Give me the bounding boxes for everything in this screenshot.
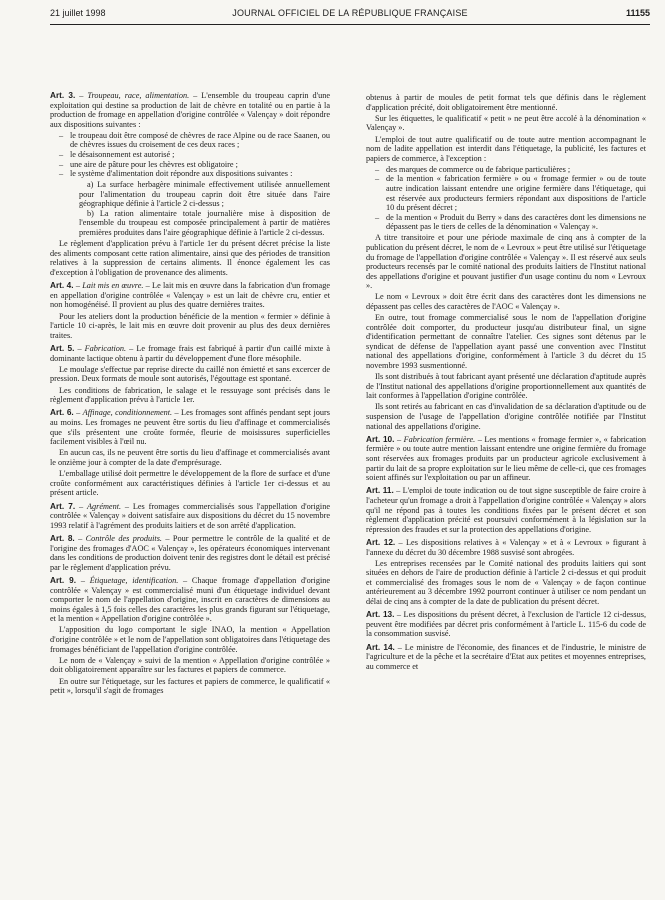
article-title: Fabrication. bbox=[84, 344, 127, 354]
article-title: Troupeau, race, alimentation. bbox=[87, 91, 190, 100]
article-8: Art. 8. – Contrôle des produits. – Pour permettre le contrôle de la qualité et de l'origine des fromages d'AOC « Valençay », les opérateurs économiques intervenant dans les conditions de production doivent tenir des registres dont le détail est précisé par le règlement d'application prévu. bbox=[50, 534, 331, 572]
list-item: – de la mention « Produit du Berry » dans des caractères dont les dimensions ne dépassent pas le tiers de celles de la dénomination « Valençay ». bbox=[366, 213, 646, 232]
article-text: – Les dispositions du présent décret, à l'exclusion de l'article 12 ci-dessus, peuvent être modifiées par décret pris conformément à l'article L. 115-6 du code de la consommation susvisé. bbox=[366, 610, 647, 639]
article-label: Art. 10. bbox=[366, 434, 395, 444]
article-label: Art. 4. bbox=[50, 281, 74, 291]
article-label: Art. 11. bbox=[366, 486, 394, 496]
article-text: – Le ministre de l'économie, des finances et de l'industrie, le ministre de l'agriculture et de la pêche et la secrétaire d'Etat aux petites et moyennes entreprises, au commerce et bbox=[366, 642, 647, 671]
article-text: – Pour permettre le contrôle de la qualité et de l'origine des fromages d'AOC « Valençay », les opérateurs économiques intervenant dans les conditions de production doivent tenir des registres dont le détail est précisé par le règlement d'application prévu. bbox=[50, 534, 331, 572]
article-10: Art. 10. – Fabrication fermière. – Les mentions « fromage fermier », « fabrication fermière » ou toute autre mention laissant entendre une origine fermière du fromage sont réservées aux fromages produits par un producteur agricole exclusivement à partir du lait de sa propre exploitation sur le lieu même de celle-ci, que ces fromages soient affinés sur l'exploitation ou par un affineur. bbox=[366, 434, 647, 483]
article-text: – Le fromage frais est fabriqué à partir d'un caillé mixte à dominante lactique obtenu à partir du développement d'une flore mésophile. bbox=[50, 344, 331, 363]
article-11 bbox=[366, 486, 646, 534]
left-column bbox=[50, 91, 330, 697]
paragraph: En outre, tout fromage commercialisé sous le nom de l'appellation d'origine contrôlée doit comporter, du producteur jusqu'au distributeur final, un signe d'identification permettant de connaître l'atelier. Ces signes sont détenus par le syndicat de défense de l'appellation ayant passé une convention avec l'Institut national des appellations d'origine, conformément à l'article 3 du décret du 15 novembre 1993 susmentionné. bbox=[366, 313, 646, 370]
list-item: – le troupeau doit être composé de chèvres de race Alpine ou de race Saanen, ou de chèvres issues du croisement de ces deux races ; bbox=[50, 131, 330, 150]
article-text: – Chaque fromage d'appellation d'origine contrôlée « Valençay » est commercialisé muni d'un étiquetage individuel devant comporter le nom de l'appellation d'origine, inscrit en caractères de dimensions au moins égales à 1,5 fois celles des caractères les plus grands figurant sur l'étiquetage, et la mention « Appellation d'origine contrôlée ». bbox=[50, 575, 331, 624]
article-text: – L'ensemble du troupeau caprin d'une exploitation qui destine sa production de lait de chèvre en totalité ou en partie à la production de fromage en appellation d'origine contrôlée « Valençay » doit répondre aux dispositions suivantes : bbox=[50, 91, 330, 129]
paragraph: Le moulage s'effectue par reprise directe du caillé non émietté et sans excercer de pression. Deux formats de moule sont autorisés, l'égouttage est spontané. bbox=[50, 364, 330, 384]
paragraph: Le nom « Levroux » doit être écrit dans des caractères dont les dimensions ne dépassent pas celles des caractères de l'AOC « Valençay ». bbox=[366, 292, 646, 311]
paragraph: A titre transitoire et pour une période maximale de cinq ans à compter de la publication du présent décret, le nom de « Levroux » peut être utilisé sur l'étiquetage du fromage de l'appellation d'origine contrôlée « Valençay ». Il est réservé aux seuls producteurs recensés par le comité national des produits laitiers de l'Institut national des appellations d'origine et pouvant justifier d'un usage continu du nom « Levroux ». bbox=[366, 233, 646, 291]
article-text: – Le lait mis en œuvre dans la fabrication d'un fromage en appellation d'origine contrôlée « Valençay » est un lait de chèvre cru, entier et non homogénéisé. Il provient au plus des quatre dernières traites. bbox=[50, 281, 331, 310]
article-text: – Les fromages sont affinés pendant sept jours au moins. Les fromages ne peuvent être sortis du lieu d'affinage et commercialisés que s'ils présentent une croûte formée, fleurie de moisissures superficielles facilement visibles à l'œil nu. bbox=[50, 408, 330, 447]
exceptions-list bbox=[366, 165, 646, 232]
paragraph: En outre sur l'étiquetage, sur les factures et papiers de commerce, le qualificatif « petit », lorsqu'il s'agit de fromages bbox=[50, 676, 330, 696]
list-item: a) La surface herbagère minimale effectivement utilisée annuellement pour l'alimentation du troupeau caprin doit être située dans l'aire géographique définie à l'article 2 ci-dessus ; bbox=[79, 180, 330, 209]
feeding-sublist bbox=[50, 180, 330, 237]
article-title: Étiquetage, identification. bbox=[89, 575, 179, 585]
article-label: Art. 6. bbox=[50, 408, 74, 418]
article-label: Art. 12. bbox=[366, 537, 396, 547]
right-column bbox=[366, 93, 646, 673]
page-number: 11155 bbox=[625, 8, 650, 18]
list-item: – de la mention « fabrication fermière » ou « fromage fermier » ou de toute autre indication laissant entendre une origine fermière dans l'étiquetage, qui est réservée aux producteurs fermiers répondant aux dispositions de l'article 10 du présent décret ; bbox=[366, 174, 646, 212]
article-text: – Les dispositions relatives à « Valençay » et à « Levroux » figurant à l'annexe du décret du 30 décembre 1988 susvisé sont abrogées. bbox=[366, 537, 647, 557]
article-title: Contrôle des produits. bbox=[85, 534, 162, 543]
paragraph: L'apposition du logo comportant le sigle INAO, la mention « Appellation d'origine contrôlée » et le nom de l'appellation sont obligatoires dans l'étiquetage des fromages bénéficiant de l'appellation d'origine contrôlée. bbox=[50, 625, 330, 654]
article-3: Art. 3. – Troupeau, race, alimentation. – L'ensemble du troupeau caprin d'une exploitation qui destine sa production de lait de chèvre en totalité ou en partie à la production de fromage en appellation d'origine contrôlée « Valençay » doit répondre aux dispositions suivantes : bbox=[50, 91, 330, 129]
paragraph: Sur les étiquettes, le qualificatif « petit » ne peut être accolé à la dénomination « Valençay ». bbox=[366, 113, 646, 133]
paragraph: Les conditions de fabrication, le salage et le ressuyage sont précisés dans le règlement d'application prévu à l'article 1er. bbox=[50, 385, 330, 405]
paragraph: Ils sont retirés au fabricant en cas d'invalidation de sa déclaration d'aptitude ou de suspension de l'usage de l'appellation d'origine contrôlée notifiée par l'Institut national des appellations d'origine. bbox=[366, 402, 646, 431]
article-label: Art. 3. bbox=[50, 91, 76, 100]
header-rule bbox=[50, 24, 650, 25]
paragraph: L'emballage utilisé doit permettre le développement de la flore de surface et d'une croûte conformément aux caractéristiques définies à l'article 1er ci-dessus et au présent article. bbox=[50, 469, 330, 498]
journal-title: JOURNAL OFFICIEL DE LA RÉPUBLIQUE FRANÇAISE bbox=[232, 8, 468, 18]
paragraph: Le règlement d'application prévu à l'article 1er du présent décret précise la liste des aliments composant cette ration alimentaire, ainsi que des périodes de transition relatives à la suppression de certains aliments. Il énonce également les cas d'exception à l'obligation de provenance des aliments. bbox=[50, 239, 330, 277]
article-label: Art. 13. bbox=[366, 610, 395, 620]
paragraph: Les entreprises recensées par le Comité national des produits laitiers qui sont situées en dehors de l'aire de production définie à l'article 2 ci-dessus et qui produit et commercialisé des fromages sous le nom de « Valençay » de façon continue antérieurement au 3 décembre 1992 pourront continuer à utiliser ce nom pendant un délai de cinq ans à compter de la date de publication du présent décret. bbox=[366, 558, 646, 606]
list-item: – une aire de pâture pour les chèvres est obligatoire ; bbox=[50, 160, 330, 170]
article-text: – L'emploi de toute indication ou de tout signe susceptible de faire croire à l'acheteur qu'un fromage a droit à l'appellation d'origine contrôlée « Valençay » alors qu'il ne répond pas à toutes les conditions fixées par le présent décret et son règlement d'application précité est poursuivi conformément à la législation sur la répression des fraudes et sur la protection des appellations d'origine. bbox=[366, 486, 647, 534]
paragraph: Pour les ateliers dont la production bénéficie de la mention « fermier » définie à l'article 10 ci-après, le lait mis en œuvre doit provenir au plus des deux dernières traites. bbox=[50, 311, 330, 340]
article-title: Fabrication fermière. bbox=[403, 434, 476, 444]
article-14 bbox=[366, 643, 646, 672]
article-9: Art. 9. – Étiquetage, identification. – Chaque fromage d'appellation d'origine contrôlée « Valençay » est commercialisé muni d'un étiquetage individuel devant comporter le nom de l'appellation d'origine, inscrit en caractères de dimensions au moins égales à 1,5 fois celles des caractères les plus grands figurant sur l'étiquetage, et la mention « Appellation d'origine contrôlée ». bbox=[50, 575, 331, 624]
article-6: Art. 6. – Affinage, conditionnement. – Les fromages sont affinés pendant sept jours au moins. Les fromages ne peuvent être sortis du lieu d'affinage et commercialisés que s'ils présentent une croûte formée, fleurie de moisissures superficielles facilement visibles à l'œil nu. bbox=[50, 408, 330, 447]
list-item: – le système d'alimentation doit répondre aux dispositions suivantes : bbox=[50, 169, 330, 179]
article-label: Art. 8. bbox=[50, 534, 75, 543]
article-label: Art. 14. bbox=[366, 642, 395, 652]
paragraph: obtenus à partir de moules de petit format tels que définis dans le règlement d'application précité, doit obligatoirement être mentionné. bbox=[366, 93, 646, 112]
article-title: Lait mis en œuvre. bbox=[82, 281, 144, 291]
paragraph: En aucun cas, ils ne peuvent être sortis du lieu d'affinage et commercialisés avant le onzième jour à compter de la date d'emprésurage. bbox=[50, 448, 330, 467]
list-item: – le désaisonnement est autorisé ; bbox=[50, 150, 330, 160]
paragraph: L'emploi de tout autre qualificatif ou de toute autre mention accompagnant le nom de ladite appellation est interdit dans l'étiquetage, la publicité, les factures et papiers de commerce, à l'exception : bbox=[366, 134, 646, 163]
paragraph: Le nom de « Valençay » suivi de la mention « Appellation d'origine contrôlée » doit obligatoirement apparaître sur les factures et papiers de commerce. bbox=[50, 655, 330, 675]
article-label: Art. 5. bbox=[50, 344, 75, 354]
header-date: 21 juillet 1998 bbox=[50, 8, 106, 18]
article-12 bbox=[366, 538, 646, 557]
requirements-list bbox=[50, 131, 330, 179]
article-label: Art. 7. bbox=[50, 501, 76, 511]
article-title: Agrément. bbox=[86, 501, 122, 511]
article-label: Art. 9. bbox=[50, 575, 77, 585]
paragraph: Ils sont distribués à tout fabricant ayant présenté une déclaration d'aptitude auprès de l'Institut national des appellations d'origine proportionnellement aux quantités de lait conformes à l'appellation d'origine contrôlée. bbox=[366, 372, 646, 401]
article-13 bbox=[366, 610, 646, 639]
list-item: b) La ration alimentaire totale journalière mise à disposition de l'ensemble du troupeau est composée principalement à partir de matières premières produites dans l'aire géographique définie à l'article 2 ci-dessus. bbox=[79, 208, 330, 238]
page-header bbox=[50, 8, 650, 22]
article-7: Art. 7. – Agrément. – Les fromages commercialisés sous l'appellation d'origine contrôlée « Valençay » doivent satisfaire aux dispositions du décret du 15 novembre 1993 relatif à l'agrément des produits laitiers et de son arrêté d'application. bbox=[50, 501, 330, 530]
article-text: – Les mentions « fromage fermier », « fabrication fermière » ou toute autre mention laissant entendre une origine fermière du fromage sont réservées aux fromages produits par un producteur agricole exclusivement à partir du lait de sa propre exploitation sur le lieu même de celle-ci, que ces fromages soient affinés sur l'exploitation ou par un affineur. bbox=[366, 434, 647, 483]
article-5: Art. 5. – Fabrication. – Le fromage frais est fabriqué à partir d'un caillé mixte à dominante lactique obtenu à partir du développement d'une flore mésophile. bbox=[50, 344, 331, 363]
article-text: – Les fromages commercialisés sous l'appellation d'origine contrôlée « Valençay » doivent satisfaire aux dispositions du décret du 15 novembre 1993 relatif à l'agrément des produits laitiers et de son arrêté d'application. bbox=[50, 501, 330, 530]
article-title: Affinage, conditionnement. bbox=[82, 408, 173, 418]
list-item: – des marques de commerce ou de fabrique particulières ; bbox=[366, 165, 646, 175]
article-4: Art. 4. – Lait mis en œuvre. – Le lait mis en œuvre dans la fabrication d'un fromage en appellation d'origine contrôlée « Valençay » est un lait de chèvre cru, entier et non homogénéisé. Il provient au plus des quatre dernières traites. bbox=[50, 281, 331, 310]
